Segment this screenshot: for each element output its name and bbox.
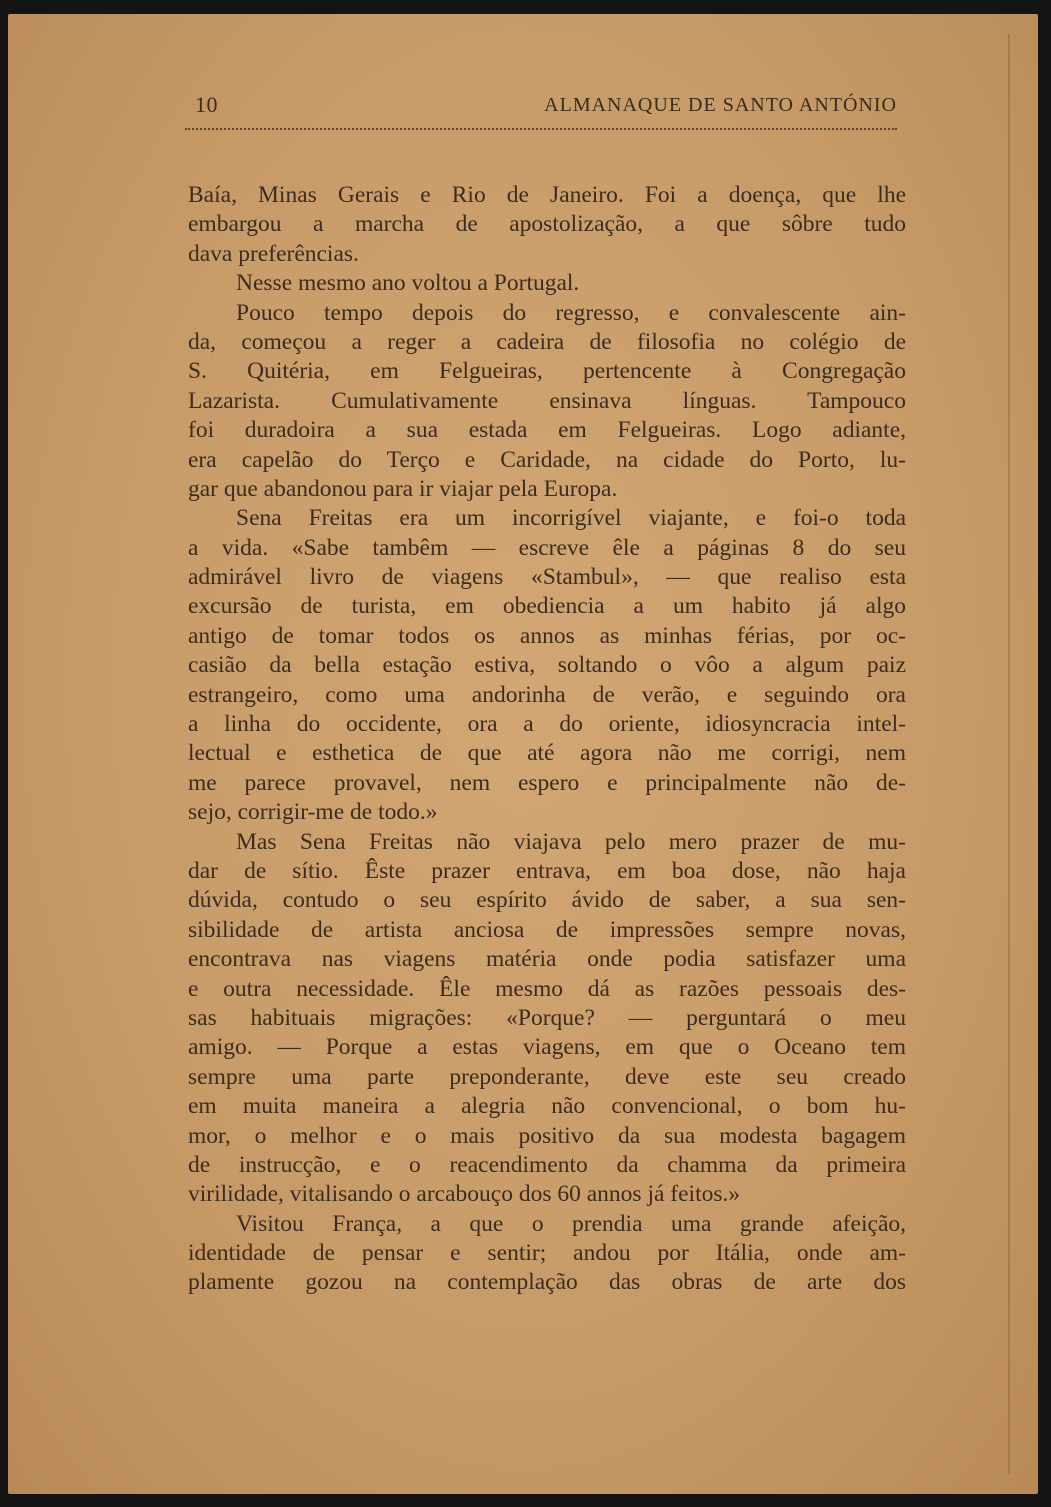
text-line: Lazarista. Cumulativamente ensinava línguas. Tampouco xyxy=(188,387,906,414)
running-head xyxy=(185,92,897,122)
header-dotted-rule xyxy=(185,128,897,130)
text-line: embargou a marcha de apostolização, a que sôbre tudo xyxy=(188,211,906,238)
text-line: dúvida, contudo o seu espírito ávido de saber, a sua sen- xyxy=(188,887,906,914)
text-line: antigo de tomar todos os annos as minhas férias, por oc- xyxy=(188,622,906,649)
text-line: dar de sítio. Êste prazer entrava, em boa dose, não haja xyxy=(188,857,906,884)
text-line: estrangeiro, como uma andorinha de verão, e seguindo ora xyxy=(188,681,906,708)
text-line: foi duradoira a sua estada em Felgueiras. Logo adiante, xyxy=(188,417,906,444)
text-line: encontrava nas viagens matéria onde podia satisfazer uma xyxy=(188,946,906,973)
text-line: de instrucção, e o reacendimento da chamma da primeira xyxy=(188,1151,906,1178)
text-line: Sena Freitas era um incorrigível viajante, e foi-o toda xyxy=(236,505,906,532)
text-line: sibilidade de artista anciosa de impressões sempre novas, xyxy=(188,916,906,943)
text-line: Baía, Minas Gerais e Rio de Janeiro. Foi a doença, que lhe xyxy=(188,182,906,208)
text-line: da, começou a reger a cadeira de filosofia no colégio de xyxy=(188,328,906,355)
text-line: lectual e esthetica de que até agora não me corrigi, nem xyxy=(188,740,906,767)
text-line: S. Quitéria, em Felgueiras, pertencente à Congregação xyxy=(188,358,906,385)
text-line: admirável livro de viagens «Stambul», — que realiso esta xyxy=(188,564,906,591)
text-line: a linha do occidente, ora a do oriente, idiosyncracia intel- xyxy=(188,711,906,738)
page-edge-line xyxy=(1008,34,1010,1474)
text-line: Pouco tempo depois do regresso, e convalescente ain- xyxy=(236,299,906,326)
text-line: a vida. «Sabe tambêm — escreve êle a páginas 8 do seu xyxy=(188,534,906,561)
text-line: Visitou França, a que o prendia uma grande afeição, xyxy=(236,1210,906,1237)
text-line: excursão de turista, em obediencia a um habito já algo xyxy=(188,593,906,620)
text-line: mor, o melhor e o mais positivo da sua modesta bagagem xyxy=(188,1122,906,1149)
text-line: era capelão do Terço e Caridade, na cidade do Porto, lu- xyxy=(188,446,906,473)
text-line: sempre uma parte preponderante, deve este seu creado xyxy=(188,1063,906,1090)
text-line: amigo. — Porque a estas viagens, em que o Oceano tem xyxy=(188,1034,906,1061)
text-line: sas habituais migrações: «Porque? — perguntará o meu xyxy=(188,1004,906,1031)
text-line: em muita maneira a alegria não convencional, o bom hu- xyxy=(188,1093,906,1120)
text-line: identidade de pensar e sentir; andou por Itália, onde am- xyxy=(188,1240,906,1267)
text-line: sejo, corrigir-me de todo.» xyxy=(188,799,438,826)
text-line: plamente gozou na contemplação das obras de arte dos xyxy=(188,1269,906,1296)
text-line: Mas Sena Freitas não viajava pelo mero prazer de mu- xyxy=(236,828,906,855)
page-number: 10 xyxy=(195,92,218,117)
text-line: e outra necessidade. Êle mesmo dá as razões pessoais des- xyxy=(188,975,906,1002)
text-line: casião da bella estação estiva, soltando o vôo a algum paiz xyxy=(188,652,906,679)
text-line: virilidade, vitalisando o arcabouço dos 60 annos já feitos.» xyxy=(188,1181,741,1208)
text-line: dava preferências. xyxy=(188,240,359,267)
text-line: Nesse mesmo ano voltou a Portugal. xyxy=(236,270,580,297)
body-text xyxy=(188,181,906,1298)
running-title: ALMANAQUE DE SANTO ANTÓNIO xyxy=(544,94,897,116)
text-line: me parece provavel, nem espero e principalmente não de- xyxy=(188,769,906,796)
text-line: gar que abandonou para ir viajar pela Europa. xyxy=(188,475,618,502)
